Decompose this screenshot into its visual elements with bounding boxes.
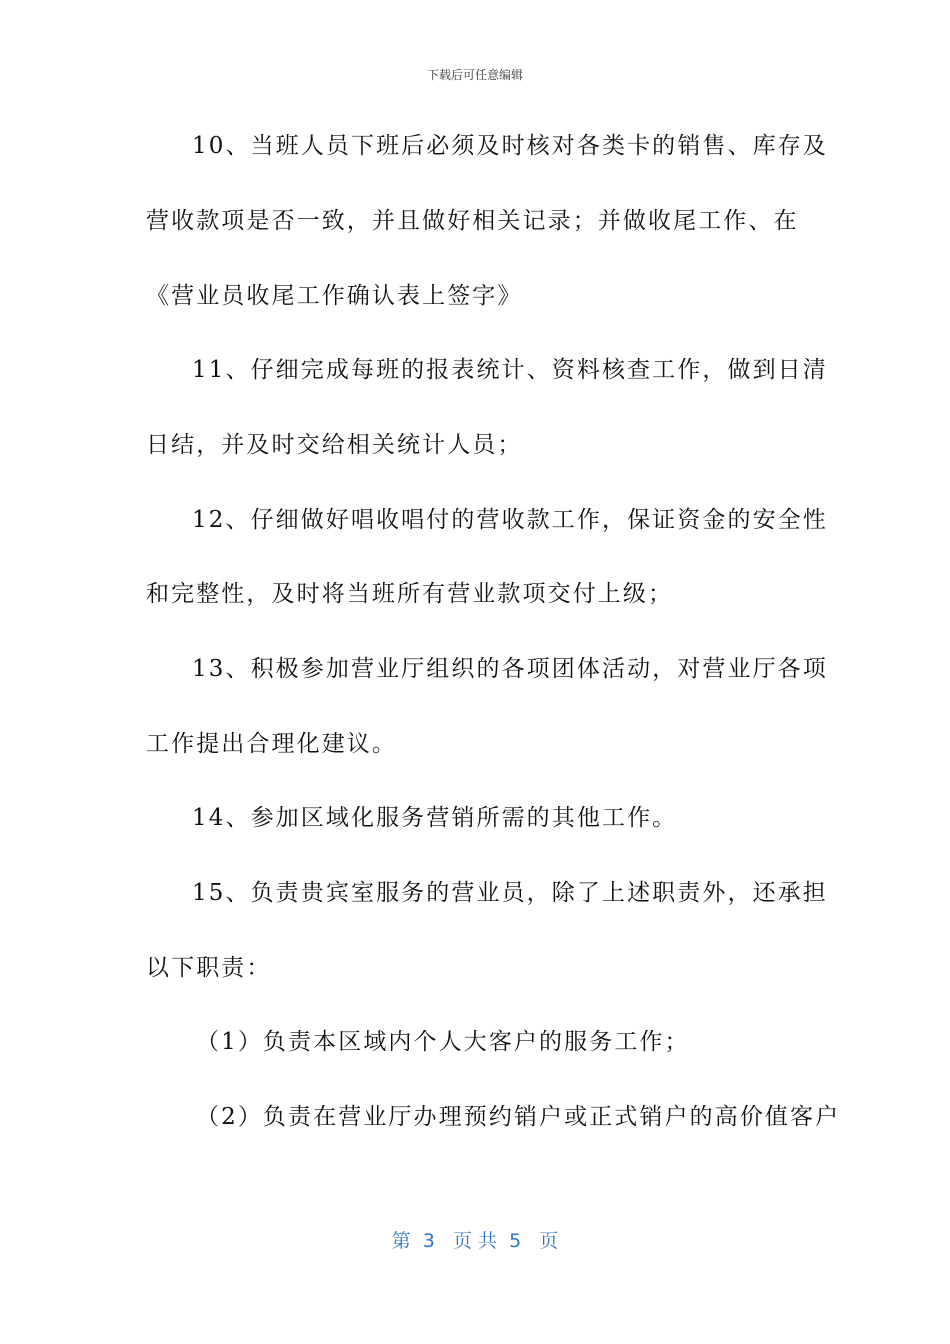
paragraph-line: 以下职责： [146,955,272,981]
paragraph-line: 15、负责贵宾室服务的营业员，除了上述职责外，还承担 [192,880,828,906]
list-item: （1）负责本区域内个人大客户的服务工作； [196,1029,690,1055]
paragraph-line: 10、当班人员下班后必须及时核对各类卡的销售、库存及 [192,133,828,159]
paragraph-line: 工作提出合理化建议。 [146,731,397,757]
paragraph-line: 和完整性，及时将当班所有营业款项交付上级； [146,581,674,607]
page-header: 下载后可任意编辑 [426,68,523,82]
list-item: （2）负责在营业厅办理预约销户或正式销户的高价值客户 [196,1104,841,1130]
paragraph-line: 14、参加区域化服务营销所需的其他工作。 [192,805,678,831]
paragraph-line: 12、仔细做好唱收唱付的营收款工作，保证资金的安全性 [192,507,828,533]
paragraph-line: 《营业员收尾工作确认表上签字》 [146,283,523,309]
paragraph-line: 11、仔细完成每班的报表统计、资料核查工作，做到日清 [192,357,828,383]
paragraph-line: 日结，并及时交给相关统计人员； [146,432,523,458]
page-number-footer: 第 3 页 共 5 页 [391,1230,559,1252]
paragraph-line: 营收款项是否一致，并且做好相关记录；并做收尾工作、在 [146,208,799,234]
paragraph-line: 13、积极参加营业厅组织的各项团体活动，对营业厅各项 [192,656,828,682]
